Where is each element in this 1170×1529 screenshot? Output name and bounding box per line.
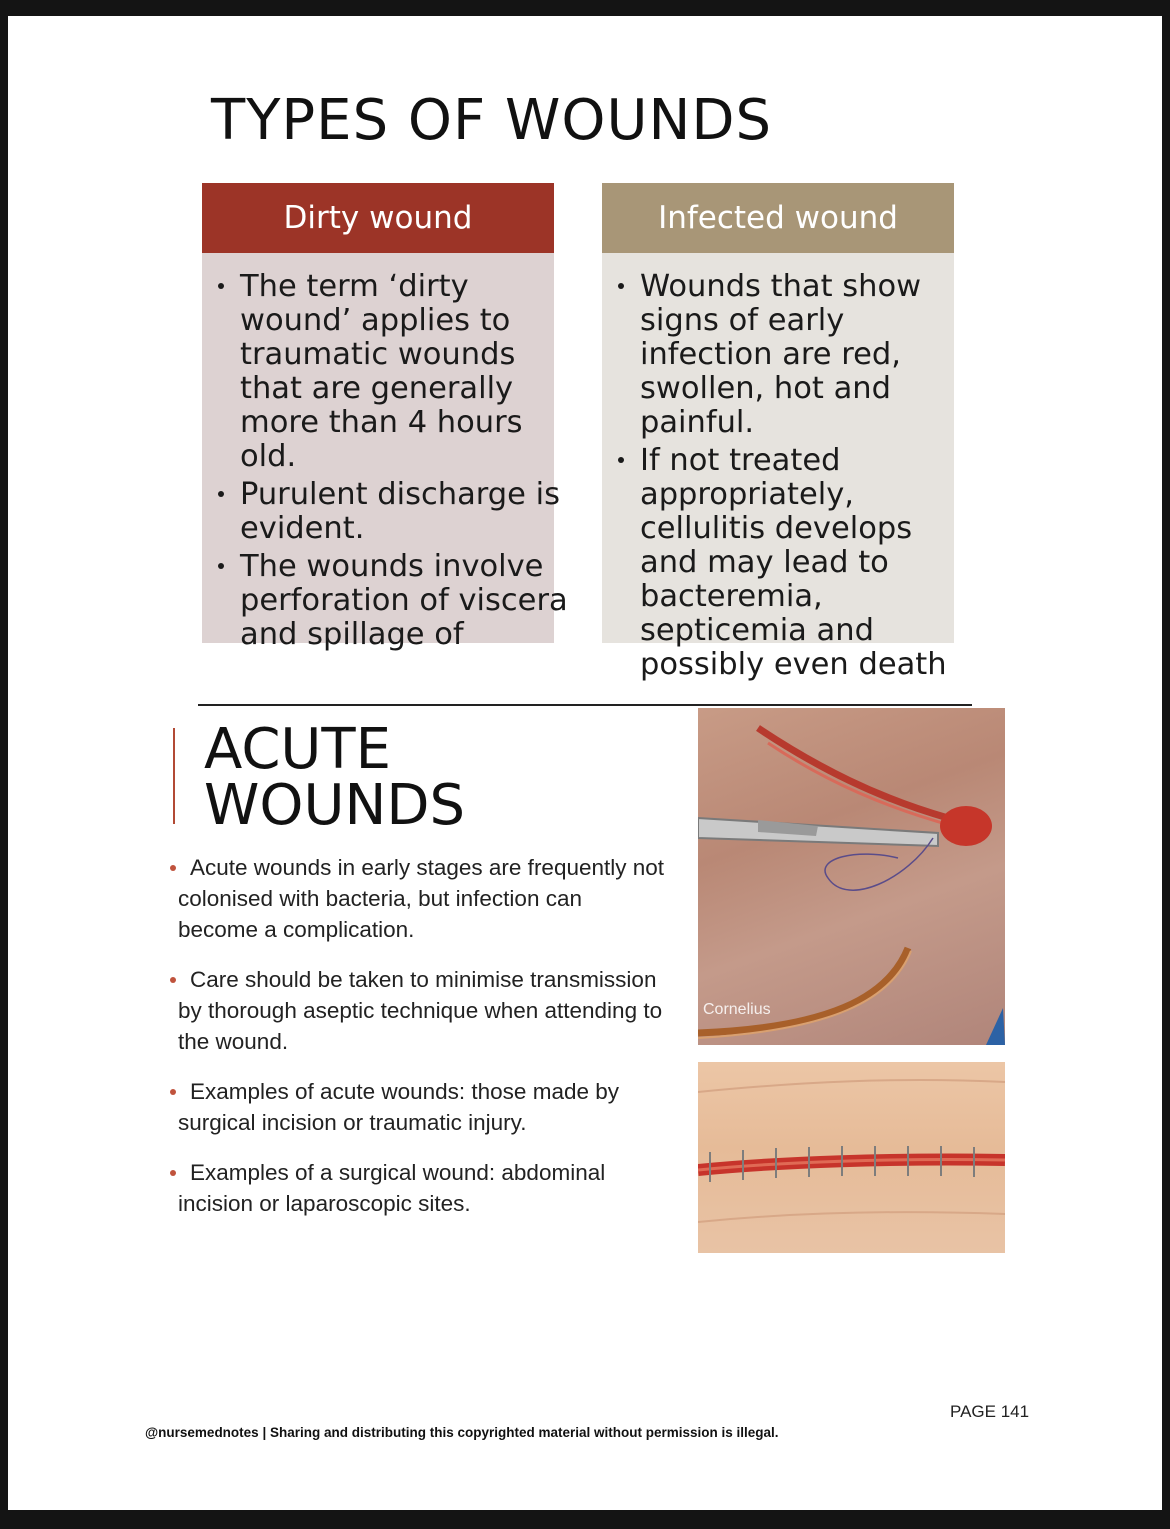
dirty-wound-header: Dirty wound bbox=[202, 183, 554, 253]
infected-wound-header: Infected wound bbox=[602, 183, 954, 253]
infected-wound-bullets bbox=[616, 270, 976, 686]
page-title: TYPES OF WOUNDS bbox=[211, 88, 772, 153]
suturing-photo bbox=[698, 708, 1005, 1045]
page-number: PAGE 141 bbox=[950, 1402, 1030, 1421]
list-item: The term ‘dirty wound’ applies to traumatic wounds that are generally more than 4 hours old. bbox=[216, 270, 576, 474]
acute-wounds-title: ACUTE WOUNDS bbox=[204, 717, 465, 838]
list-item: Examples of acute wounds: those made by surgical incision or traumatic injury. bbox=[168, 1076, 668, 1138]
list-item: Care should be taken to minimise transmission by thorough aseptic technique when attending to the wound. bbox=[168, 964, 668, 1057]
list-item: Acute wounds in early stages are frequently not colonised with bacteria, but infection can become a complication. bbox=[168, 852, 668, 945]
list-item: Examples of a surgical wound: abdominal incision or laparoscopic sites. bbox=[168, 1157, 668, 1219]
dirty-wound-card bbox=[202, 183, 568, 652]
accent-bar bbox=[173, 728, 175, 824]
dirty-wound-bullets bbox=[216, 270, 576, 656]
acute-wounds-bullets bbox=[168, 852, 668, 1238]
suturing-illustration bbox=[698, 708, 1005, 1045]
list-item: Purulent discharge is evident. bbox=[216, 478, 576, 546]
section-divider bbox=[198, 704, 972, 706]
stapled-incision-illustration bbox=[698, 1062, 1005, 1253]
document-page bbox=[8, 16, 1162, 1510]
list-item: If not treated appropriately, cellulitis develops and may lead to bacteremia, septicemia and possibly even death bbox=[616, 444, 976, 682]
infected-wound-card bbox=[602, 183, 954, 682]
list-item: Wounds that show signs of early infection are red, swollen, hot and painful. bbox=[616, 270, 976, 440]
copyright-footer: @nursemednotes | Sharing and distributing this copyrighted material without permission is illegal. bbox=[145, 1425, 779, 1440]
list-item: The wounds involve perforation of viscera and spillage of bbox=[216, 550, 576, 652]
photo-watermark: Cornelius bbox=[703, 1001, 771, 1018]
wound-types-section bbox=[8, 16, 1162, 704]
stapled-incision-photo bbox=[698, 1062, 1005, 1253]
